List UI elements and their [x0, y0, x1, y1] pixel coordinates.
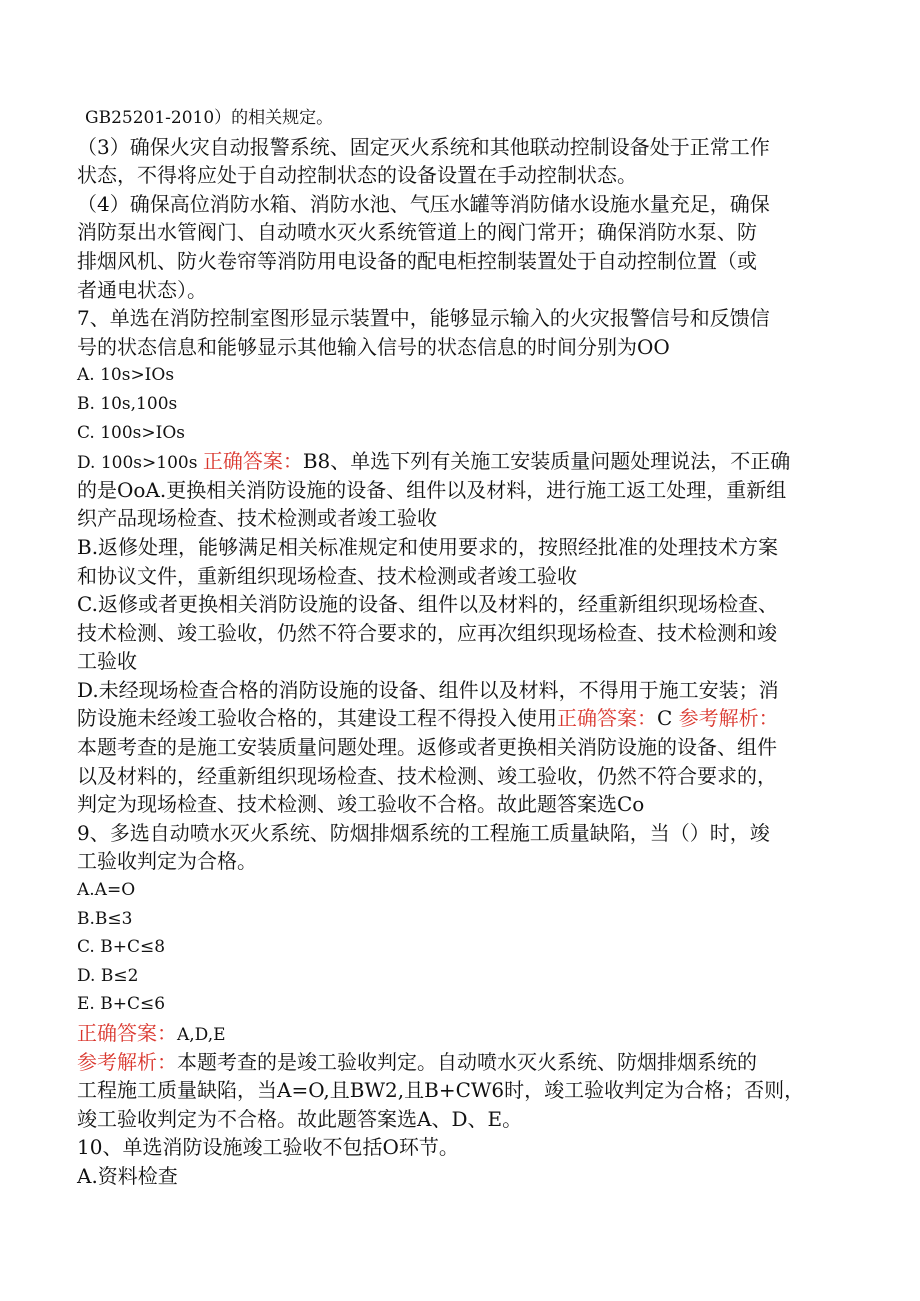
analysis-text: 判定为现场检查、技术检测、竣工验收不合格。故此题答案选Co — [77, 792, 645, 817]
text-line: 工验收 — [77, 649, 137, 674]
option-c: C.返修或者更换相关消防设施的设备、组件以及材料的，经重新组织现场检查、 — [77, 592, 778, 617]
text-line: 号的状态信息和能够显示其他输入信号的状态信息的时间分别为OO — [77, 334, 670, 359]
question-9: 9、多选自动喷水灭火系统、防烟排烟系统的工程施工质量缺陷，当（）时，竣 — [77, 820, 770, 845]
question-10: 10、单选消防设施竣工验收不包括O环节。 — [77, 1135, 459, 1160]
analysis-line — [77, 1048, 867, 1077]
text-line: 织产品现场检查、技术检测或者竣工验收 — [77, 506, 437, 531]
option-e: E. B+C≤6 — [77, 994, 166, 1015]
analysis-label: 参考解析： — [678, 706, 779, 731]
text-line: 的是OoA.更换相关消防设施的设备、组件以及材料，进行施工返工处理，重新组 — [77, 477, 787, 502]
text-fragment: 防设施未经竣工验收合格的，其建设工程不得投入使用 — [77, 706, 557, 731]
answer-label: 正确答案： — [557, 706, 657, 731]
option-c: C. 100s>IOs — [77, 422, 186, 443]
option-d: D. 100s>100s — [77, 453, 203, 474]
analysis-text: 工程施工质量缺陷，当A=O,且BW2,且B+CW6时，竣工验收判定为合格；否则， — [77, 1078, 805, 1103]
text-line: 技术检测、竣工验收，仍然不符合要求的，应再次组织现场检查、技术检测和竣 — [77, 620, 777, 645]
analysis-label: 参考解析： — [77, 1049, 177, 1074]
option-d-line — [77, 447, 867, 476]
option-d: D. B≤2 — [77, 965, 139, 986]
text-line: （4）确保高位消防水箱、消防水池、气压水罐等消防储水设施水量充足，确保 — [77, 191, 770, 216]
text-line: 状态，不得将应处于自动控制状态的设备设置在手动控制状态。 — [77, 163, 637, 188]
answer-value: A,D,E — [177, 1025, 226, 1045]
text-line: 工验收判定为合格。 — [77, 849, 257, 874]
option-a: A.资料检查 — [77, 1163, 178, 1188]
analysis-text: 竣工验收判定为不合格。故此题答案选A、D、E。 — [77, 1106, 523, 1131]
question-8: B8、单选下列有关施工安装质量问题处理说法，不正确 — [302, 449, 791, 474]
text-line: 排烟风机、防火卷帘等消防用电设备的配电柜控制装置处于自动控制位置（或 — [77, 248, 757, 273]
analysis-text: 本题考查的是施工安装质量问题处理。返修或者更换相关消防设施的设备、组件 — [77, 735, 777, 760]
question-7: 7、单选在消防控制室图形显示装置中，能够显示输入的火灾报警信号和反馈信 — [77, 306, 770, 331]
option-c: C. B+C≤8 — [77, 937, 166, 958]
text-line: 者通电状态）。 — [77, 277, 207, 302]
answer-label: 正确答案： — [77, 1021, 177, 1045]
option-b: B.返修处理，能够满足相关标准规定和使用要求的，按照经批准的处理技术方案 — [77, 534, 779, 559]
option-b: B. 10s,100s — [77, 393, 178, 414]
option-d: D.未经现场检查合格的消防设施的设备、组件以及材料，不得用于施工安装；消 — [77, 677, 779, 702]
text-line: 消防泵出水管阀门、自动喷水灭火系统管道上的阀门常开；确保消防水泵、防 — [77, 220, 757, 245]
option-b: B.B≤3 — [77, 908, 133, 929]
document-body — [77, 104, 867, 1191]
analysis-text: 以及材料的，经重新组织现场检查、技术检测、竣工验收，仍然不符合要求的， — [77, 763, 777, 788]
text-line: 和协议文件，重新组织现场检查、技术检测或者竣工验收 — [77, 563, 577, 588]
answer-line — [77, 704, 867, 733]
option-a: A. 10s>IOs — [77, 365, 175, 386]
option-a: A.A=O — [77, 880, 136, 901]
text-line: （3）确保火灾自动报警系统、固定灭火系统和其他联动控制设备处于正常工作 — [77, 134, 770, 159]
answer-value: C — [657, 706, 679, 731]
text-line: GB25201-2010）的相关规定。 — [85, 108, 334, 128]
answer-line — [77, 1019, 867, 1048]
answer-label: 正确答案： — [202, 449, 303, 474]
analysis-text: 本题考查的是竣工验收判定。自动喷水灭火系统、防烟排烟系统的 — [177, 1049, 757, 1074]
